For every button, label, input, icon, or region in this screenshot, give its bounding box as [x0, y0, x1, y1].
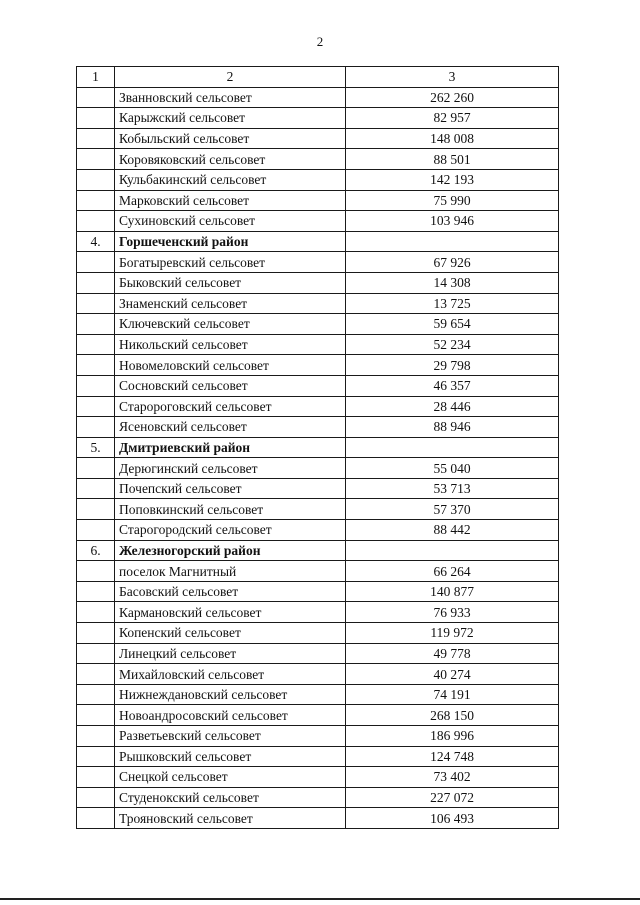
amount-value: 103 946: [346, 211, 559, 232]
amount-value: 186 996: [346, 726, 559, 747]
table-row: [77, 355, 559, 376]
table-row: [77, 767, 559, 788]
council-name: Басовский сельсовет: [115, 581, 346, 602]
row-number: [77, 169, 115, 190]
row-number: [77, 149, 115, 170]
row-number: [77, 602, 115, 623]
table-row: [77, 149, 559, 170]
row-number: [77, 684, 115, 705]
amount-value: 52 234: [346, 334, 559, 355]
allocation-table: [76, 66, 559, 829]
council-name: Новомеловский сельсовет: [115, 355, 346, 376]
row-number: [77, 190, 115, 211]
row-number: [77, 355, 115, 376]
table-row: [77, 623, 559, 644]
table-row: [77, 478, 559, 499]
table-row: [77, 417, 559, 438]
council-name: Карыжский сельсовет: [115, 108, 346, 129]
council-name: Трояновский сельсовет: [115, 808, 346, 829]
council-name: Кульбакинский сельсовет: [115, 169, 346, 190]
amount-value: 262 260: [346, 87, 559, 108]
council-name: Старогородский сельсовет: [115, 520, 346, 541]
row-number: [77, 108, 115, 129]
amount-value: 28 446: [346, 396, 559, 417]
amount-value: 140 877: [346, 581, 559, 602]
column-header-2: 2: [115, 67, 346, 88]
council-name: поселок Магнитный: [115, 561, 346, 582]
council-name: Сосновский сельсовет: [115, 375, 346, 396]
table-row: [77, 581, 559, 602]
council-name: Кобыльский сельсовет: [115, 128, 346, 149]
amount-value: 57 370: [346, 499, 559, 520]
council-name: Быковский сельсовет: [115, 272, 346, 293]
amount-value: 66 264: [346, 561, 559, 582]
table-row: [77, 314, 559, 335]
council-name: Старороговский сельсовет: [115, 396, 346, 417]
table-row: [77, 375, 559, 396]
row-number: [77, 561, 115, 582]
row-number: [77, 478, 115, 499]
amount-value: [346, 231, 559, 252]
council-name: Богатыревский сельсовет: [115, 252, 346, 273]
row-number: 4.: [77, 231, 115, 252]
row-number: [77, 417, 115, 438]
row-number: [77, 334, 115, 355]
council-name: Кармановский сельсовет: [115, 602, 346, 623]
council-name: Копенский сельсовет: [115, 623, 346, 644]
table-row: [77, 190, 559, 211]
amount-value: 46 357: [346, 375, 559, 396]
amount-value: 74 191: [346, 684, 559, 705]
council-name: Знаменский сельсовет: [115, 293, 346, 314]
district-row: [77, 540, 559, 561]
council-name: Никольский сельсовет: [115, 334, 346, 355]
council-name: Дерюгинский сельсовет: [115, 458, 346, 479]
amount-value: 76 933: [346, 602, 559, 623]
row-number: [77, 520, 115, 541]
amount-value: 75 990: [346, 190, 559, 211]
table-row: [77, 169, 559, 190]
district-name: Железногорский район: [115, 540, 346, 561]
table-row: [77, 293, 559, 314]
amount-value: 29 798: [346, 355, 559, 376]
table-row: [77, 128, 559, 149]
amount-value: 82 957: [346, 108, 559, 129]
column-header-1: 1: [77, 67, 115, 88]
district-name: Горшеченский район: [115, 231, 346, 252]
table-row: [77, 334, 559, 355]
row-number: [77, 767, 115, 788]
amount-value: 14 308: [346, 272, 559, 293]
table-row: [77, 561, 559, 582]
table-row: [77, 787, 559, 808]
row-number: 5.: [77, 437, 115, 458]
council-name: Разветьевский сельсовет: [115, 726, 346, 747]
table-row: [77, 808, 559, 829]
row-number: [77, 87, 115, 108]
council-name: Студенокский сельсовет: [115, 787, 346, 808]
row-number: [77, 458, 115, 479]
amount-value: [346, 437, 559, 458]
table-row: [77, 87, 559, 108]
amount-value: 67 926: [346, 252, 559, 273]
page-bottom-rule: [0, 898, 640, 900]
page-number: 2: [316, 34, 324, 49]
district-row: [77, 231, 559, 252]
amount-value: 142 193: [346, 169, 559, 190]
row-number: [77, 581, 115, 602]
council-name: Рышковский сельсовет: [115, 746, 346, 767]
row-number: [77, 499, 115, 520]
table-row: [77, 643, 559, 664]
row-number: [77, 643, 115, 664]
row-number: [77, 787, 115, 808]
row-number: [77, 726, 115, 747]
amount-value: 119 972: [346, 623, 559, 644]
council-name: Новоандросовский сельсовет: [115, 705, 346, 726]
amount-value: 88 501: [346, 149, 559, 170]
row-number: [77, 293, 115, 314]
amount-value: 106 493: [346, 808, 559, 829]
council-name: Званновский сельсовет: [115, 87, 346, 108]
table-row: [77, 211, 559, 232]
council-name: Нижнеждановский сельсовет: [115, 684, 346, 705]
row-number: [77, 252, 115, 273]
council-name: Ключевский сельсовет: [115, 314, 346, 335]
table-row: [77, 458, 559, 479]
row-number: [77, 808, 115, 829]
table-body: [77, 67, 559, 829]
amount-value: [346, 540, 559, 561]
row-number: [77, 705, 115, 726]
council-name: Почепский сельсовет: [115, 478, 346, 499]
row-number: [77, 664, 115, 685]
row-number: [77, 396, 115, 417]
district-name: Дмитриевский район: [115, 437, 346, 458]
amount-value: 73 402: [346, 767, 559, 788]
table-row: [77, 664, 559, 685]
amount-value: 88 442: [346, 520, 559, 541]
amount-value: 268 150: [346, 705, 559, 726]
row-number: 6.: [77, 540, 115, 561]
table-row: [77, 520, 559, 541]
amount-value: 227 072: [346, 787, 559, 808]
table-row: [77, 602, 559, 623]
amount-value: 53 713: [346, 478, 559, 499]
council-name: Линецкий сельсовет: [115, 643, 346, 664]
table-row: [77, 272, 559, 293]
table-row: [77, 726, 559, 747]
amount-value: 40 274: [346, 664, 559, 685]
amount-value: 55 040: [346, 458, 559, 479]
table-row: [77, 684, 559, 705]
row-number: [77, 375, 115, 396]
row-number: [77, 623, 115, 644]
amount-value: 124 748: [346, 746, 559, 767]
council-name: Поповкинский сельсовет: [115, 499, 346, 520]
table-header-row: [77, 67, 559, 88]
table-row: [77, 499, 559, 520]
row-number: [77, 272, 115, 293]
council-name: Ясеновский сельсовет: [115, 417, 346, 438]
council-name: Марковский сельсовет: [115, 190, 346, 211]
amount-value: 59 654: [346, 314, 559, 335]
council-name: Сухиновский сельсовет: [115, 211, 346, 232]
row-number: [77, 211, 115, 232]
table-row: [77, 252, 559, 273]
amount-value: 148 008: [346, 128, 559, 149]
council-name: Снецкой сельсовет: [115, 767, 346, 788]
amount-value: 49 778: [346, 643, 559, 664]
row-number: [77, 314, 115, 335]
row-number: [77, 746, 115, 767]
table-row: [77, 108, 559, 129]
amount-value: 13 725: [346, 293, 559, 314]
column-header-3: 3: [346, 67, 559, 88]
table-row: [77, 396, 559, 417]
council-name: Коровяковский сельсовет: [115, 149, 346, 170]
table-row: [77, 705, 559, 726]
row-number: [77, 128, 115, 149]
table-row: [77, 746, 559, 767]
council-name: Михайловский сельсовет: [115, 664, 346, 685]
amount-value: 88 946: [346, 417, 559, 438]
district-row: [77, 437, 559, 458]
